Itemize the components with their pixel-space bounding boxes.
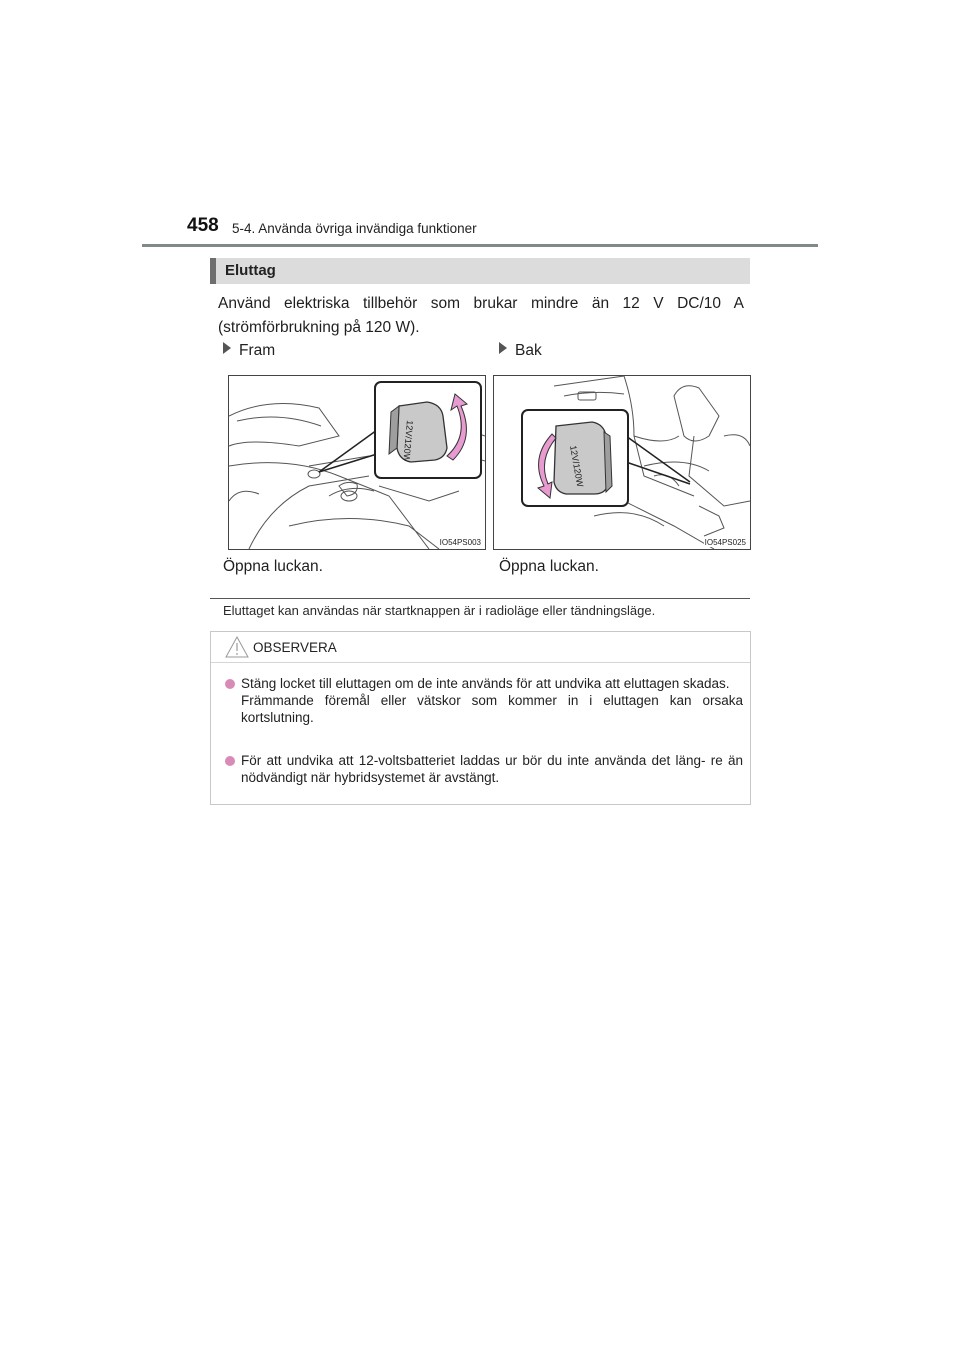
rear-illustration — [493, 375, 751, 550]
page-number: 458 — [187, 215, 219, 236]
section-divider — [210, 598, 750, 599]
front-label-text: Fram — [239, 342, 276, 359]
bullet-dot-icon — [225, 679, 235, 689]
rear-image-id: IO54PS025 — [704, 538, 746, 547]
front-label — [223, 342, 275, 360]
section-title: Eluttag — [225, 262, 276, 279]
warning-item-text: För att undvika att 12-voltsbatteriet laddas ur bör du inte använda det läng- re än nödvändigt när hybridsystemet är avstängt. — [241, 753, 743, 785]
rear-label — [499, 342, 542, 360]
warning-item — [225, 675, 743, 726]
section-accent — [210, 258, 216, 284]
front-image-id: IO54PS003 — [439, 538, 481, 547]
front-illustration — [228, 375, 486, 550]
intro-paragraph: Använd elektriska tillbehör som brukar mindre än 12 V DC/10 A (strömförbrukning på 120 W). — [218, 295, 744, 336]
front-cap-rating: 12V/120W — [401, 419, 415, 463]
rear-cap-rating: 12V/120W — [568, 444, 586, 488]
triangle-bullet-icon — [223, 342, 231, 354]
bullet-dot-icon — [225, 756, 235, 766]
warning-header — [211, 632, 750, 663]
usage-note: Eluttaget kan användas när startknappen är i radioläge eller tändningsläge. — [223, 603, 656, 618]
chapter-title: 5-4. Använda övriga invändiga funktioner — [232, 221, 477, 236]
rear-caption: Öppna luckan. — [499, 558, 599, 575]
front-console-drawing — [229, 376, 485, 549]
header-rule — [142, 244, 818, 247]
warning-box — [210, 631, 751, 805]
warning-item-text: Stäng locket till eluttagen om de inte används för att undvika att eluttagen skadas. Främmande föremål eller vätskor som kommer in i eluttagen kan orsaka kortslutning. — [241, 676, 743, 725]
section-heading — [210, 258, 750, 284]
warning-item — [225, 752, 743, 786]
warning-title: OBSERVERA — [253, 640, 337, 655]
warning-triangle-icon — [225, 636, 249, 658]
front-caption: Öppna luckan. — [223, 558, 323, 575]
rear-label-text: Bak — [515, 342, 542, 359]
triangle-bullet-icon — [499, 342, 507, 354]
rear-console-drawing — [494, 376, 750, 549]
